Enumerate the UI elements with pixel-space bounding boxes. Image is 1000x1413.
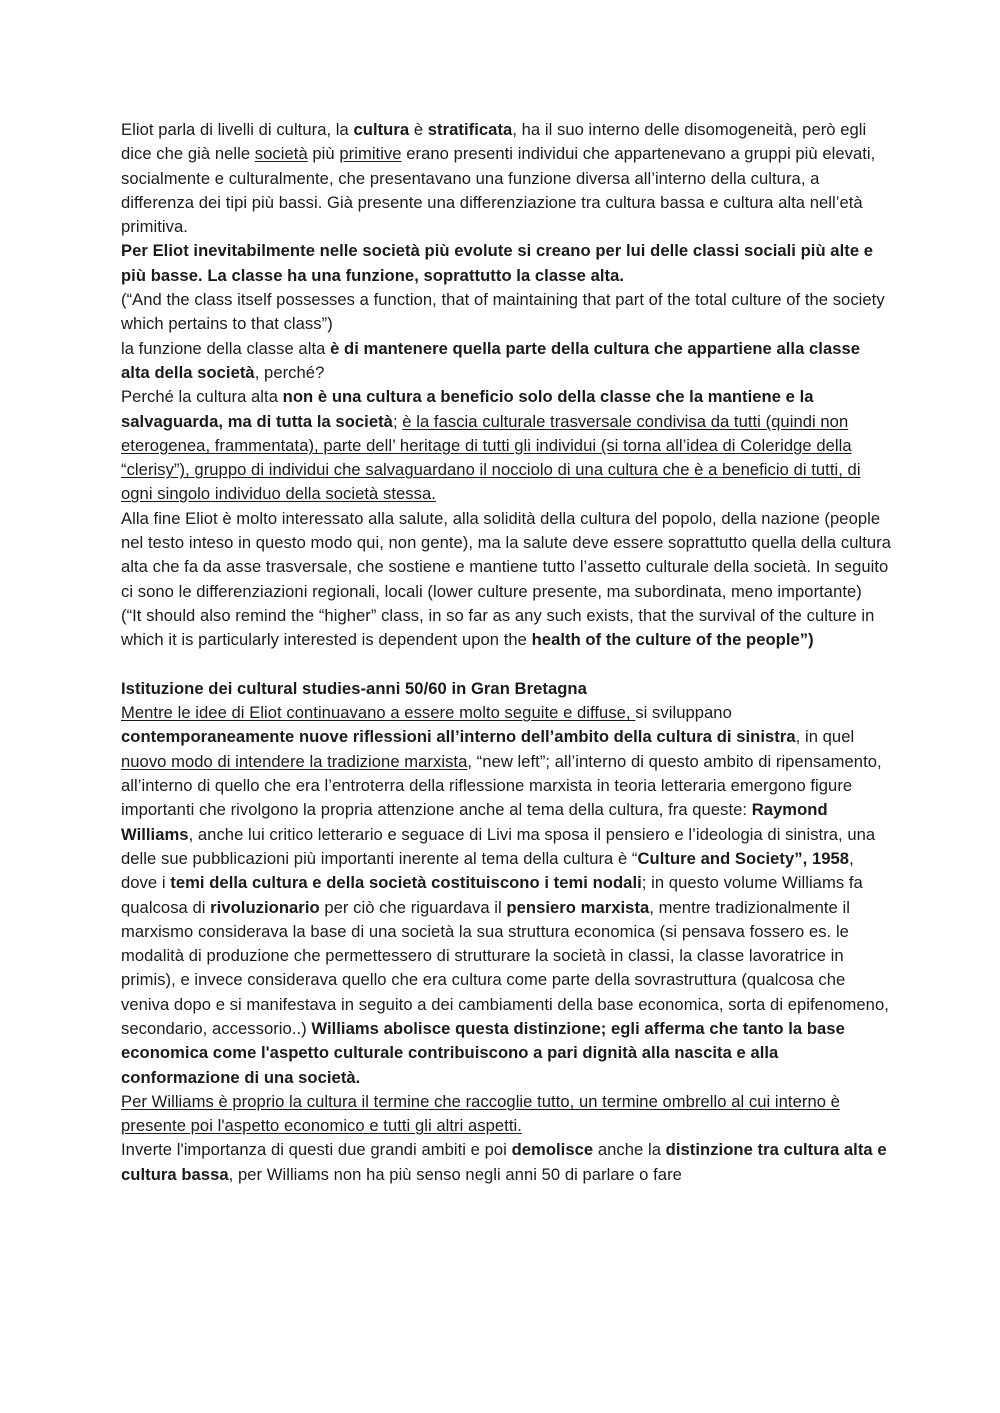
text-run: Eliot parla di livelli di cultura, la bbox=[121, 120, 354, 139]
text-run: , “new left”; all’interno di questo ambito di ripensamento, all’interno di quello che era l’entroterra della riflessione marxista in teoria letteraria emergono figure importanti che rivolgono la propria attenzione anche al tema della cultura, fra queste: bbox=[121, 751, 882, 820]
paragraph bbox=[121, 118, 891, 239]
text-run: ; in questo volume Williams fa qualcosa di bbox=[121, 873, 863, 917]
paragraph bbox=[121, 239, 891, 288]
bold-text: stratificata bbox=[427, 120, 513, 139]
text-run: , anche lui critico letterario e seguace di Livi ma sposa il pensiero e l’ideologia di sinistra, una delle sue pubblicazioni più importanti inerente al tema della cultura è “ bbox=[121, 824, 876, 868]
underlined-text: Mentre le idee di Eliot continuavano a essere molto seguite e diffuse, bbox=[121, 703, 636, 723]
bold-text: rivoluzionario bbox=[210, 897, 320, 917]
text-run: , mentre tradizionalmente il marxismo considerava la base di una società la sua struttura economica (si pensava fossero es. le modalità di produzione che permettessero di strutturare la società in classi, la classe lavoratrice in primis), e invece considerava quello che era cultura come parte della sovrastruttura (qualcosa che veniva dopo e si manifestava in seguito a dei cambiamenti della base economica, sorta di epifenomeno, secondario, accessorio..) bbox=[121, 897, 889, 1038]
text-run: Perché la cultura alta bbox=[121, 387, 283, 407]
text-run: , ha il suo interno delle disomogeneità, però egli dice che già nelle bbox=[121, 120, 867, 164]
text-run: , dove i bbox=[121, 848, 854, 893]
bold-text: distinzione tra cultura alta e cultura bassa bbox=[121, 1140, 887, 1184]
text-run: erano presenti individui che appartenevano a gruppi più elevati, socialmente e culturalmente, che presentavano una funzione diversa all’interno della cultura, a differenza dei tipi più bassi. Già presente una differenziazione tra cultura bassa e cultura alta nell’età primitiva. bbox=[121, 144, 876, 237]
bold-text: Per Eliot inevitabilmente nelle società più evolute si creano per lui delle classi sociali più alte e più basse. La classe ha una funzione, soprattutto la classe alta. bbox=[121, 241, 874, 285]
text-run: , per Williams non ha più senso negli anni 50 di parlare o fare bbox=[228, 1164, 682, 1184]
bold-text: Culture and Society”, 1958 bbox=[637, 848, 850, 868]
bold-text: temi della cultura e della società costituiscono i temi nodali bbox=[170, 873, 642, 893]
underlined-text: Per Williams è proprio la cultura il termine che raccoglie tutto, un termine ombrello al cui interno è presente poi l'aspetto economico e tutti gli altri aspetti. bbox=[121, 1091, 840, 1136]
bold-text: cultura bbox=[353, 120, 410, 139]
bold-text: Istituzione dei cultural studies-anni 50/60 in Gran Bretagna bbox=[121, 678, 587, 698]
text-run: Inverte l'importanza di questi due grandi ambiti e poi bbox=[121, 1140, 512, 1160]
underlined-text: società bbox=[254, 144, 308, 164]
bold-text: contemporaneamente nuove riflessioni all’interno dell’ambito della cultura di sinistra bbox=[121, 727, 796, 747]
underlined-text: primitive bbox=[339, 144, 402, 164]
blank-line bbox=[121, 653, 891, 677]
text-run: è bbox=[409, 120, 428, 139]
bold-text: Williams abolisce questa distinzione; egli afferma che tanto la base economica come l'aspetto culturale contribuiscono a pari dignità alla nascita e alla conformazione di una società. bbox=[121, 1018, 845, 1087]
bold-text: demolisce bbox=[511, 1140, 594, 1160]
text-run: per ciò che riguardava il bbox=[319, 897, 507, 917]
paragraph bbox=[121, 604, 891, 653]
paragraph bbox=[121, 337, 891, 386]
bold-text: è di mantenere quella parte della cultura che appartiene alla classe alta della società bbox=[121, 338, 861, 382]
paragraph bbox=[121, 1090, 891, 1139]
paragraph bbox=[121, 507, 891, 604]
text-run: Alla fine Eliot è molto interessato alla salute, alla solidità della cultura del popolo, della nazione (people nel testo inteso in questo modo qui, non gente), ma la salute deve essere soprattutto quella della cultura alta che fa da asse trasversale, che sostiene e mantiene tutto l’assetto culturale della società. In seguito ci sono le differenziazioni regionali, locali (lower culture presente, ma subordinata, meno importante) bbox=[121, 508, 892, 601]
paragraph bbox=[121, 701, 891, 1090]
text-run: ; bbox=[392, 411, 403, 431]
text-run: anche la bbox=[593, 1140, 666, 1160]
text-run: (“And the class itself possesses a function, that of maintaining that part of the total culture of the society which pertains to that class”) bbox=[121, 290, 885, 334]
document-page bbox=[121, 118, 891, 1187]
text-run: (“It should also remind the “higher” class, in so far as any such exists, that the survival of the culture in which it is particularly interested is dependent upon the bbox=[121, 605, 875, 650]
paragraph bbox=[121, 385, 891, 506]
text-run: si sviluppano bbox=[635, 703, 732, 723]
text-run: , in quel bbox=[795, 727, 855, 747]
paragraph bbox=[121, 677, 891, 701]
text-run: , perché? bbox=[254, 362, 325, 382]
underlined-text: nuovo modo di intendere la tradizione marxista bbox=[121, 751, 468, 771]
bold-text: pensiero marxista bbox=[506, 897, 650, 917]
paragraph bbox=[121, 1138, 891, 1187]
underlined-text: è la fascia culturale trasversale condivisa da tutti (quindi non eterogenea, frammentata), parte dell’ heritage di tutti gli individui (si torna all’idea di Coleridge della “clerisy”), gruppo di individui che salvaguardano il nocciolo di una cultura che è a beneficio di tutti, di ogni singolo individuo della società stessa. bbox=[121, 411, 861, 504]
text-run: la funzione della classe alta bbox=[121, 338, 331, 358]
text-run: più bbox=[307, 144, 340, 164]
paragraph bbox=[121, 288, 891, 337]
bold-text: health of the culture of the people”) bbox=[531, 630, 814, 650]
bold-text: Raymond Williams bbox=[121, 800, 828, 844]
bold-text: non è una cultura a beneficio solo della classe che la mantiene e la salvaguarda, ma di tutta la società bbox=[121, 387, 814, 431]
